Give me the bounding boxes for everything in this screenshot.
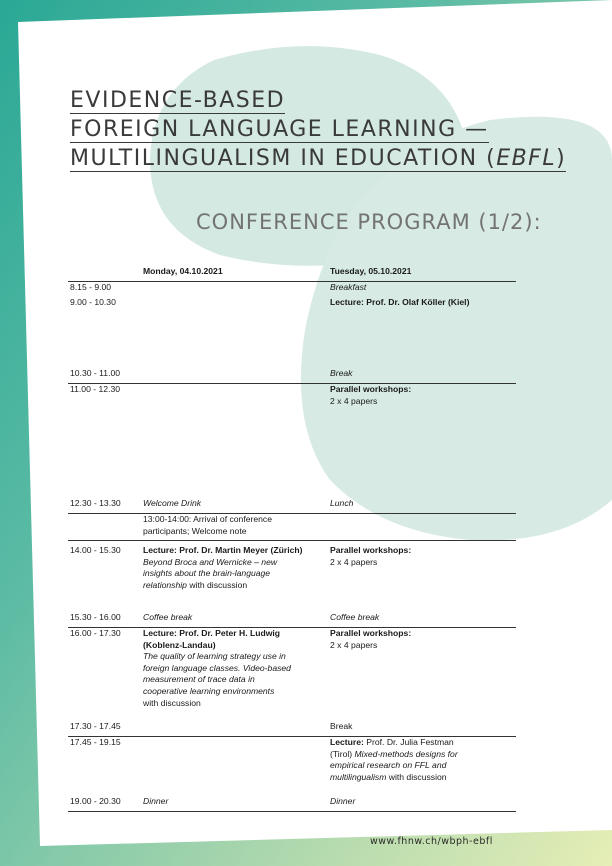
tuesday-entry: Dinner xyxy=(330,796,356,806)
column-header-monday: Monday, 04.10.2021 xyxy=(143,266,223,276)
monday-entry: Welcome Drink xyxy=(143,498,202,508)
time-slot: 12.30 - 13.30 xyxy=(70,498,121,508)
tuesday-lecture-topic: empirical research on FFL and xyxy=(330,760,447,771)
tuesday-entry: Lunch xyxy=(330,498,354,508)
table-row xyxy=(68,514,516,541)
monday-lecture-topic: relationship xyxy=(143,579,187,590)
tuesday-lecture-topic: Mixed-methods designs for xyxy=(354,748,458,759)
title-close-paren: ) xyxy=(556,146,567,171)
tuesday-entry: Coffee break xyxy=(330,612,380,622)
tuesday-entry: Lecture: Prof. Dr. Olaf Köller (Kiel) xyxy=(330,297,470,307)
website-url: www.fhnw.ch/wbph-ebfl xyxy=(370,836,493,847)
tuesday-lecture-topic: multilingualism xyxy=(330,771,387,782)
monday-lecture-topic: measurement of trace data in xyxy=(143,674,255,685)
monday-lecture-note: with discussion xyxy=(186,579,248,590)
time-slot: 17.30 - 17.45 xyxy=(70,721,121,731)
time-slot: 9.00 - 10.30 xyxy=(70,297,116,307)
tuesday-entry-title: Parallel workshops: xyxy=(330,384,412,394)
tuesday-entry-title: Parallel workshops: xyxy=(330,628,412,638)
title-line-2: FOREIGN LANGUAGE LEARNING — xyxy=(70,117,489,142)
tuesday-entry: Break xyxy=(330,368,353,378)
monday-lecture-title: Lecture: Prof. Dr. Martin Meyer (Zürich) xyxy=(143,545,303,555)
table-header-row xyxy=(68,266,516,282)
time-slot: 15.30 - 16.00 xyxy=(70,612,121,622)
tuesday-lecture-note: with discussion xyxy=(386,771,447,782)
monday-lecture-topic: foreign language classes. Video-based xyxy=(143,662,291,673)
time-slot: 14.00 - 15.30 xyxy=(70,545,121,555)
monday-lecture-topic: Beyond Broca and Wernicke – new xyxy=(143,556,278,567)
time-slot: 10.30 - 11.00 xyxy=(70,368,121,378)
monday-lecture-title: (Koblenz-Landau) xyxy=(143,639,216,650)
title-acronym: EBFL xyxy=(496,146,557,171)
monday-lecture-topic: cooperative learning environments xyxy=(143,685,275,696)
title-line-3: MULTILINGUALISM IN EDUCATION ( xyxy=(70,146,497,171)
monday-entry-line: 13:00-14:00: Arrival of conference xyxy=(143,514,272,524)
monday-lecture-note: with discussion xyxy=(143,697,201,708)
monday-lecture-topic: The quality of learning strategy use in xyxy=(143,651,286,662)
monday-lecture-topic: insights about the brain-language xyxy=(143,568,271,579)
tuesday-entry: Break xyxy=(330,721,353,731)
tuesday-entry-detail: 2 x 4 papers xyxy=(330,395,378,406)
monday-lecture-title: Lecture: Prof. Dr. Peter H. Ludwig xyxy=(143,628,281,638)
table-row xyxy=(68,721,516,737)
table-row xyxy=(68,612,516,628)
tuesday-entry: Breakfast xyxy=(330,282,367,292)
time-slot: 16.00 - 17.30 xyxy=(70,628,121,638)
table-row xyxy=(68,796,516,812)
monday-entry: Dinner xyxy=(143,796,169,806)
tuesday-lecture-label: Lecture: xyxy=(330,737,364,747)
table-row xyxy=(68,368,516,384)
tuesday-entry-detail: 2 x 4 papers xyxy=(330,639,378,650)
table-row xyxy=(68,498,516,514)
tuesday-entry-detail: 2 x 4 papers xyxy=(330,556,378,567)
column-header-tuesday: Tuesday, 05.10.2021 xyxy=(330,266,412,276)
monday-entry: Coffee break xyxy=(143,612,193,622)
time-slot: 11.00 - 12.30 xyxy=(70,384,121,394)
tuesday-lecture-speaker: (Tirol) xyxy=(330,748,355,759)
monday-entry-line: participants; Welcome note xyxy=(143,525,247,536)
program-subtitle: CONFERENCE PROGRAM (1/2): xyxy=(196,210,542,234)
tuesday-entry-title: Parallel workshops: xyxy=(330,545,412,555)
document-title xyxy=(70,86,566,173)
tuesday-lecture-speaker: Prof. Dr. Julia Festman xyxy=(363,737,454,747)
title-line-1: EVIDENCE-BASED xyxy=(70,88,286,113)
time-slot: 19.00 - 20.30 xyxy=(70,796,121,806)
time-slot: 8.15 - 9.00 xyxy=(70,282,112,292)
time-slot: 17.45 - 19.15 xyxy=(70,737,121,747)
